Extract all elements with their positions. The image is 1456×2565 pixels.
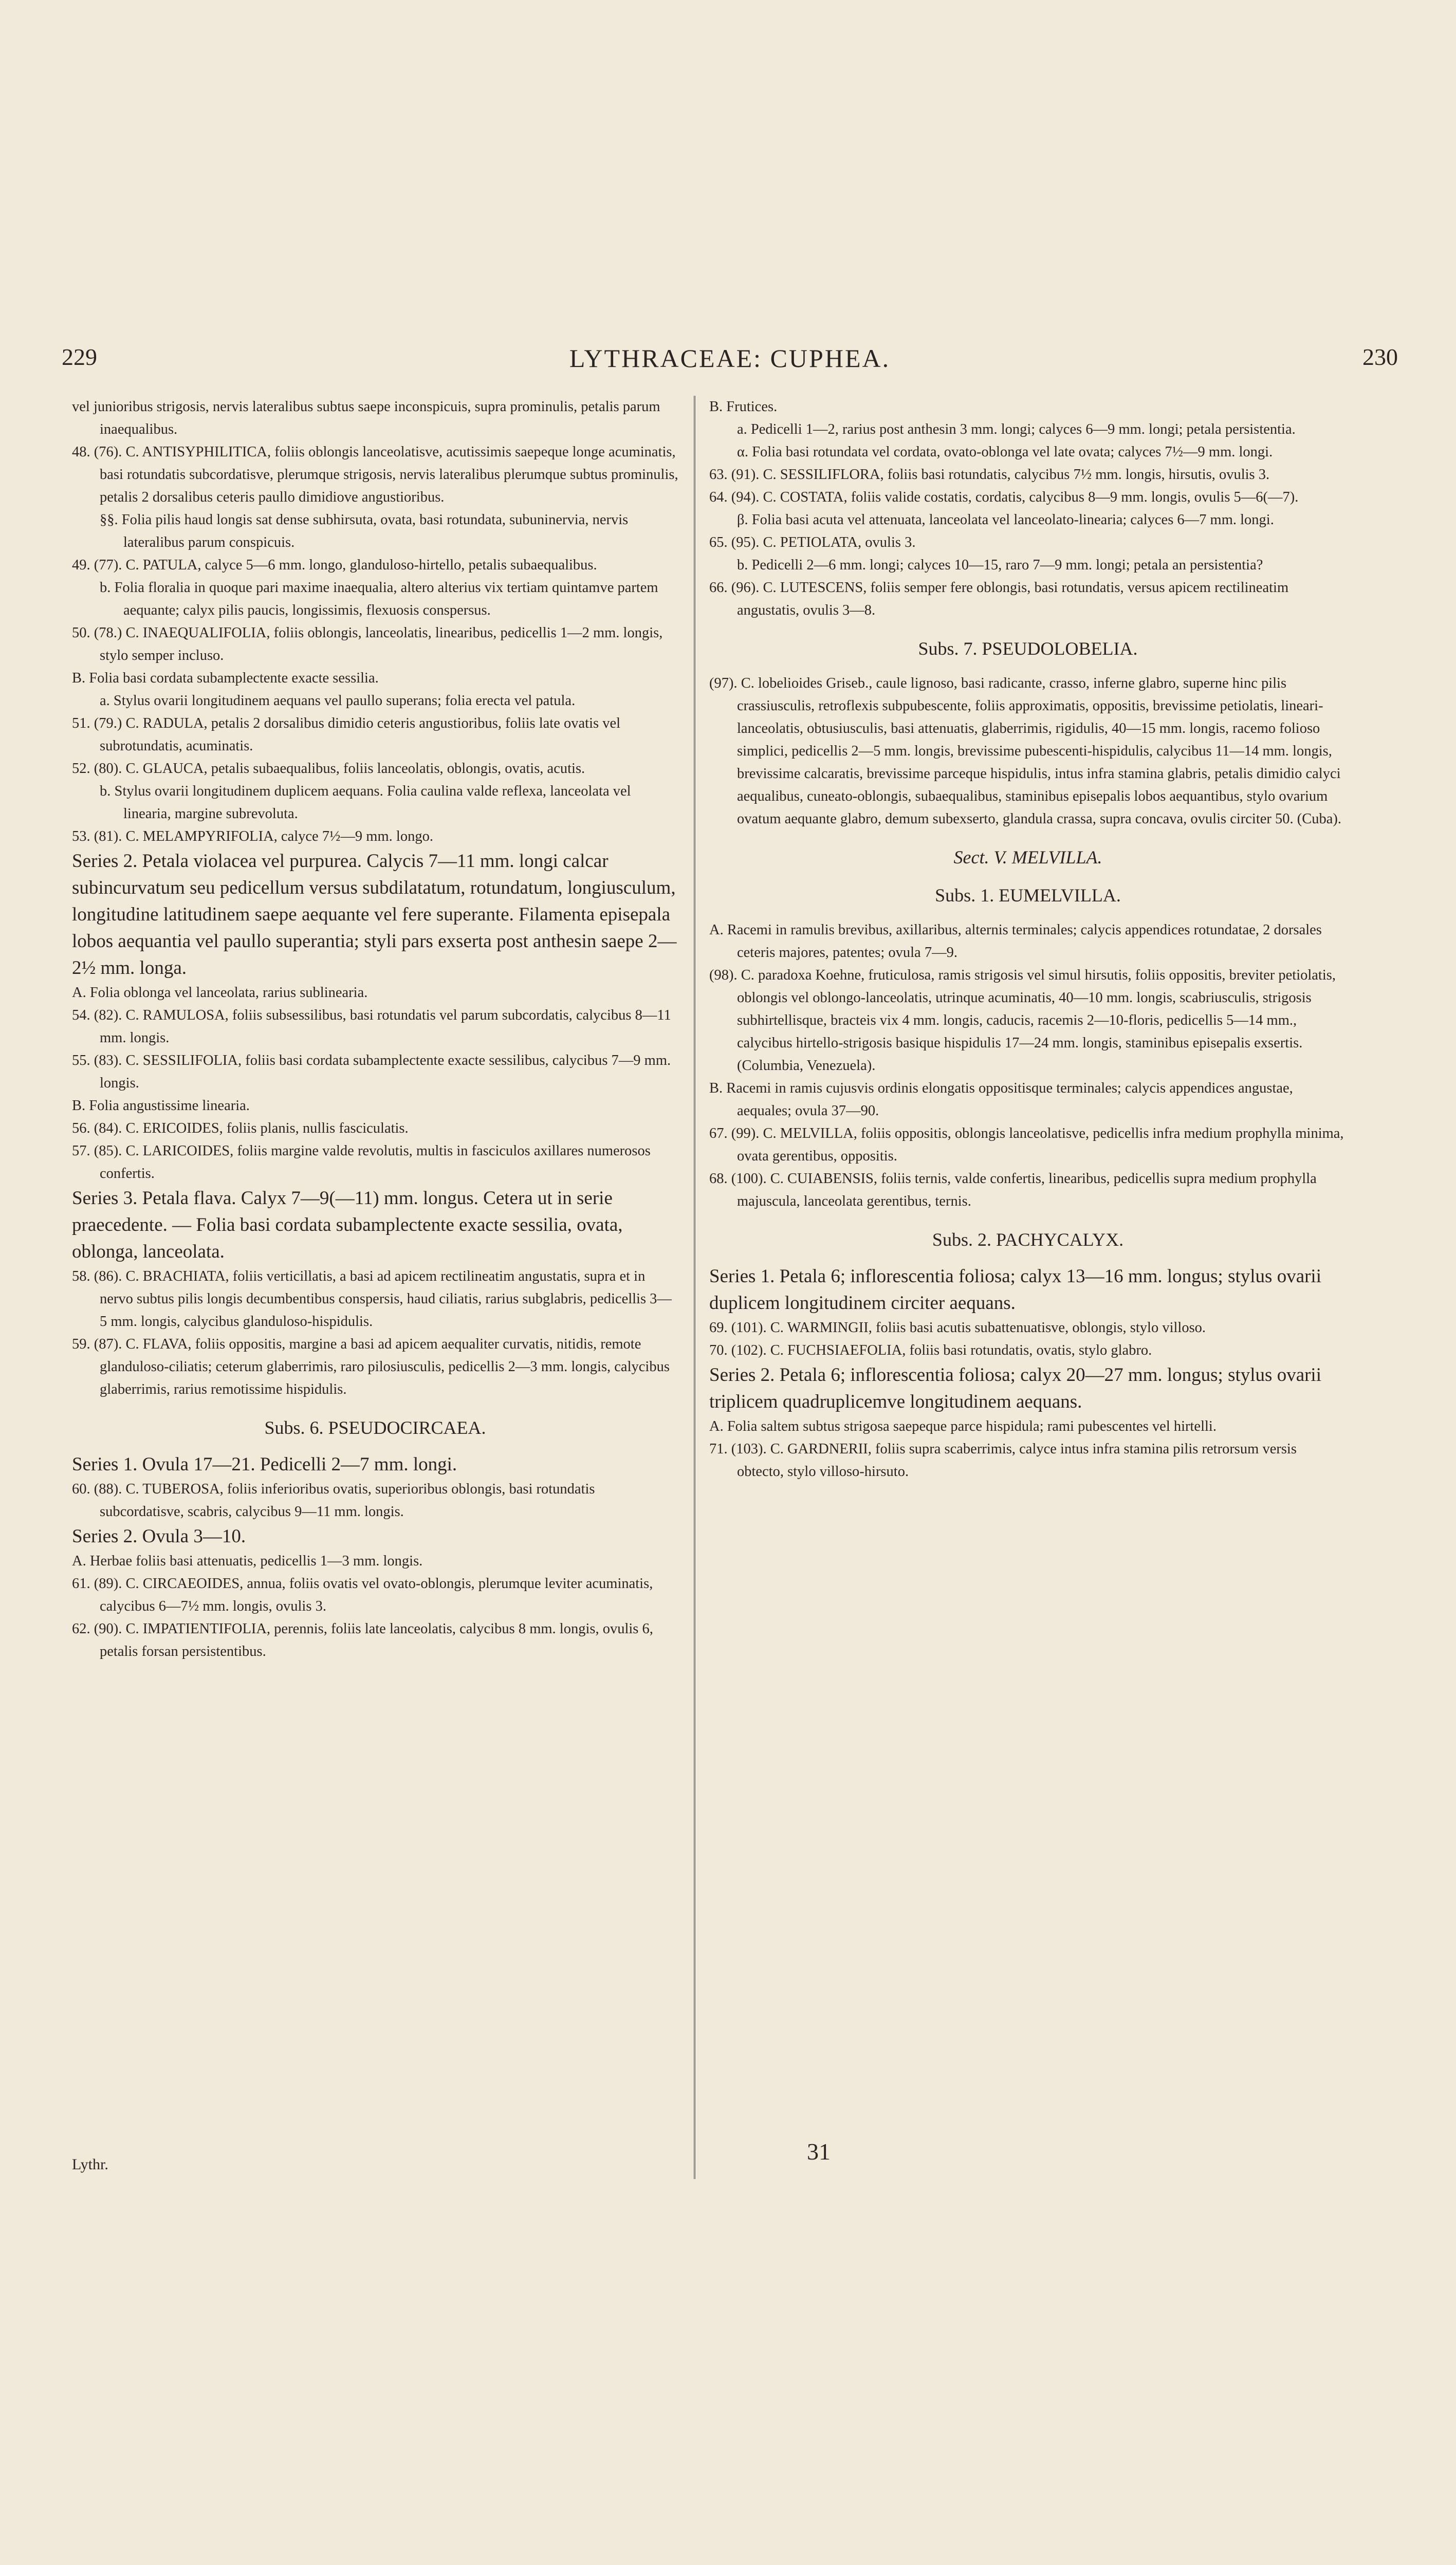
right-column-entry: B. Racemi in ramis cujusvis ordinis elongatis oppositisque terminales; calycis appendices angustae, aequales; ovula 37—90.	[709, 1080, 1293, 1119]
sheet-number: 31	[807, 2138, 831, 2165]
right-column-entry: (98). C. paradoxa Koehne, fruticulosa, ramis strigosis vel simul hirsutis, foliis oppositis, breviter petiolatis, oblongis vel oblongo-lanceolatis, utrinque acuminatis, 40—10 mm. longis, scabriusculis, strigosis subhirtellisque, bracteis vix 4 mm. longis, caducis, racemis 2—10-floris, pedicellis 5—14 mm., calycibus hirtello-strigosis basique hispidulis 17—24 mm. longis, staminibus episepalis exsertis. (Columbia, Venezuela).	[709, 967, 1336, 1074]
left-column-entry: Subs. 6. PSEUDOCIRCAEA.	[264, 1417, 486, 1438]
right-column-entry: (97). C. lobelioides Griseb., caule lignoso, basi radicante, crasso, inferne glabro, superne hinc pilis crassiusculis, retroflexis subpubescente, foliis approximatis, oppositis, brevissime petiolatis, lineari-lanceolatis, obtusiusculis, basi attenuatis, glaberrimis, rigidulis, 40—15 mm. longis, racemo folioso simplici, pedicellis 2—5 mm. longis, brevissime pubescenti-hispidulis, calycibus 11—14 mm. longis, brevissime calcaratis, brevissime parceque hispidulis, intus infra stamina glabris, petalis dimidio calyci aequalibus, cuneato-oblongis, subaequalibus, staminibus episepalis lobos aequantibus, stylo ovarium ovatum aequante glabro, demum subexserto, glandula crassa, supra concava, ovulis circiter 50. (Cuba).	[709, 675, 1342, 827]
right-column-entry: Subs. 1. EUMELVILLA.	[935, 885, 1121, 906]
left-column-entry: Series 2. Ovula 3—10.	[72, 1526, 246, 1547]
left-column-entry: Series 1. Ovula 17—21. Pedicelli 2—7 mm. longi.	[72, 1454, 457, 1475]
left-column-entry: b. Folia floralia in quoque pari maxime inaequalia, altero alterius vix tertiam quintamve partem aequante; calyx pilis paucis, longissimis, flexuosis conspersus.	[100, 580, 658, 618]
left-column-entry: A. Folia oblonga vel lanceolata, rarius sublinearia.	[72, 985, 368, 1001]
left-column-entry: 54. (82). C. RAMULOSA, foliis subsessilibus, basi rotundatis vel parum subcordatis, calycibus 8—11 mm. longis.	[72, 1007, 671, 1046]
right-column-entry: 70. (102). C. FUCHSIAEFOLIA, foliis basi rotundatis, ovatis, stylo glabro.	[709, 1342, 1152, 1358]
running-title: LYTHRACEAE: CUPHEA.	[569, 344, 891, 373]
right-column-entry: A. Folia saltem subtus strigosa saepeque parce hispidula; rami pubescentes vel hirtelli.	[709, 1418, 1217, 1434]
left-column-entry: 62. (90). C. IMPATIENTIFOLIA, perennis, foliis late lanceolatis, calycibus 8 mm. longis, ovulis 6, petalis forsan persistentibus.	[72, 1621, 653, 1659]
left-column-entry: 57. (85). C. LARICOIDES, foliis margine valde revolutis, multis in fasciculos axillares numerosos confertis.	[72, 1143, 651, 1182]
left-column-entry: 60. (88). C. TUBEROSA, foliis inferioribus ovatis, superioribus oblongis, basi rotundatis subcordatisve, scabris, calycibus 9—11 mm. longis.	[72, 1481, 595, 1520]
page-number-left: 229	[62, 344, 97, 370]
left-column-entry: 49. (77). C. PATULA, calyce 5—6 mm. longo, glanduloso-hirtello, petalis subaequalibus.	[72, 557, 597, 573]
left-column-entry: Series 2. Petala violacea vel purpurea. Calycis 7—11 mm. longi calcar subincurvatum seu pedicellum versus subdilatatum, rotundatum, longiusculum, longitudine latitudinem saepe aequante vel fere superante. Filamenta episepala lobos aequantia vel paullo superantia; styli pars exserta post anthesin saepe 2—2½ mm. longa.	[72, 851, 677, 979]
right-column-entry: b. Pedicelli 2—6 mm. longi; calyces 10—15, raro 7—9 mm. longi; petala an persistentia?	[737, 557, 1263, 573]
left-column-entry: B. Folia basi cordata subamplectente exacte sessilia.	[72, 670, 379, 686]
left-column	[72, 396, 678, 1663]
right-column	[709, 396, 1347, 1483]
right-column-entry: Series 2. Petala 6; inflorescentia foliosa; calyx 20—27 mm. longus; stylus ovarii triplicem quadruplicemve longitudinem aequans.	[709, 1364, 1321, 1412]
left-column-entry: b. Stylus ovarii longitudinem duplicem aequans. Folia caulina valde reflexa, lanceolata vel linearia, margine subrevoluta.	[100, 783, 631, 822]
right-column-entry: Subs. 7. PSEUDOLOBELIA.	[918, 638, 1138, 659]
right-column-entry: 68. (100). C. CUIABENSIS, foliis ternis, valde confertis, linearibus, pedicellis supra medium prophylla majuscula, lanceolata gerentibus, ternis.	[709, 1171, 1317, 1209]
running-header	[62, 343, 1398, 379]
right-column-entry: 71. (103). C. GARDNERII, foliis supra scaberrimis, calyce intus infra stamina pilis retrorsum versis obtecto, stylo villoso-hirsuto.	[709, 1441, 1297, 1480]
right-column-entry: a. Pedicelli 1—2, rarius post anthesin 3 mm. longi; calyces 6—9 mm. longi; petala persistentia.	[737, 421, 1296, 437]
right-column-entry: A. Racemi in ramulis brevibus, axillaribus, alternis terminales; calycis appendices rotundatae, 2 dorsales ceteris majores, patentes; ovula 7—9.	[709, 922, 1322, 961]
right-column-entry: Subs. 2. PACHYCALYX.	[932, 1229, 1124, 1250]
right-column-entry: 63. (91). C. SESSILIFLORA, foliis basi rotundatis, calycibus 7½ mm. longis, hirsutis, ovulis 3.	[709, 467, 1270, 483]
right-column-entry: Sect. V. MELVILLA.	[953, 847, 1102, 868]
left-column-entry: Series 3. Petala flava. Calyx 7—9(—11) mm. longus. Cetera ut in serie praecedente. — Folia basi cordata subamplectente exacte sessilia, ovata, oblonga, lanceolata.	[72, 1188, 623, 1262]
right-column-entry: B. Frutices.	[709, 399, 778, 415]
right-column-entry: β. Folia basi acuta vel attenuata, lanceolata vel lanceolato-linearia; calyces 6—7 mm. longi.	[737, 512, 1274, 528]
right-column-entry: 64. (94). C. COSTATA, foliis valide costatis, cordatis, calycibus 8—9 mm. longis, ovulis 5—6(—7).	[709, 489, 1299, 505]
left-column-entry: 51. (79.) C. RADULA, petalis 2 dorsalibus dimidio ceteris angustioribus, foliis late ovatis vel subrotundatis, acuminatis.	[72, 715, 621, 754]
left-column-entry: §§. Folia pilis haud longis sat dense subhirsuta, ovata, basi rotundata, subuninervia, nervis lateralibus parum conspicuis.	[100, 512, 629, 550]
left-column-entry: 52. (80). C. GLAUCA, petalis subaequalibus, foliis lanceolatis, oblongis, ovatis, acutis.	[72, 761, 585, 777]
column-divider	[694, 396, 695, 2179]
page-number-right: 230	[1362, 344, 1398, 370]
left-column-entry: 56. (84). C. ERICOIDES, foliis planis, nullis fasciculatis.	[72, 1120, 409, 1136]
right-column-entry: 66. (96). C. LUTESCENS, foliis semper fere oblongis, basi rotundatis, versus apicem rectilineatim angustatis, ovulis 3—8.	[709, 580, 1289, 618]
left-column-entry: B. Folia angustissime linearia.	[72, 1098, 250, 1114]
left-column-entry: vel junioribus strigosis, nervis lateralibus subtus saepe inconspicuis, supra prominulis, petalis parum inaequalibus.	[72, 399, 660, 437]
right-column-entry: Series 1. Petala 6; inflorescentia foliosa; calyx 13—16 mm. longus; stylus ovarii duplicem longitudinem circiter aequans.	[709, 1266, 1321, 1314]
left-column-entry: 61. (89). C. CIRCAEOIDES, annua, foliis ovatis vel ovato-oblongis, plerumque leviter acuminatis, calycibus 6—7½ mm. longis, ovulis 3.	[72, 1576, 653, 1614]
left-column-entry: 48. (76). C. ANTISYPHILITICA, foliis oblongis lanceolatisve, acutissimis saepeque longe acuminatis, basi rotundatis subcordatisve, plerumque strigosis, nervis lateralibus plerumque subtus prominulis, petalis 2 dorsalibus ceteris paullo dimidiove angustioribus.	[72, 444, 678, 505]
right-column-entry: α. Folia basi rotundata vel cordata, ovato-oblonga vel late ovata; calyces 7½—9 mm. longi.	[737, 444, 1273, 460]
right-column-entry: 65. (95). C. PETIOLATA, ovulis 3.	[709, 534, 916, 550]
left-column-entry: 58. (86). C. BRACHIATA, foliis verticillatis, a basi ad apicem rectilineatim angustatis, supra et in nervo subtus pilis longis decumbentibus conspersis, haud ciliatis, rarius subglabris, pedicellis 3—5 mm. longis, calycibus glanduloso-hispidulis.	[72, 1268, 672, 1330]
right-column-entry: 67. (99). C. MELVILLA, foliis oppositis, oblongis lanceolatisve, pedicellis infra medium prophylla minima, ovata gerentibus, oppositis.	[709, 1125, 1344, 1164]
right-column-entry: 69. (101). C. WARMINGII, foliis basi acutis subattenuatisve, oblongis, stylo villoso.	[709, 1320, 1206, 1336]
left-column-entry: 53. (81). C. MELAMPYRIFOLIA, calyce 7½—9 mm. longo.	[72, 828, 433, 844]
left-column-entry: 59. (87). C. FLAVA, foliis oppositis, margine a basi ad apicem aequaliter curvatis, nitidis, remote glanduloso-ciliatis; ceterum glaberrimis, raro pilosiusculis, pedicellis 2—3 mm. longis, calycibus glaberrimis, rarius remotissime hispidulis.	[72, 1336, 670, 1397]
left-column-entry: a. Stylus ovarii longitudinem aequans vel paullo superans; folia erecta vel patula.	[100, 693, 576, 709]
left-column-entry: 55. (83). C. SESSILIFOLIA, foliis basi cordata subamplectente exacte sessilibus, calycibus 7—9 mm. longis.	[72, 1053, 671, 1091]
signature-mark: Lythr.	[72, 2156, 108, 2173]
left-column-entry: 50. (78.) C. INAEQUALIFOLIA, foliis oblongis, lanceolatis, linearibus, pedicellis 1—2 mm. longis, stylo semper incluso.	[72, 625, 663, 663]
left-column-entry: A. Herbae foliis basi attenuatis, pedicellis 1—3 mm. longis.	[72, 1553, 423, 1569]
